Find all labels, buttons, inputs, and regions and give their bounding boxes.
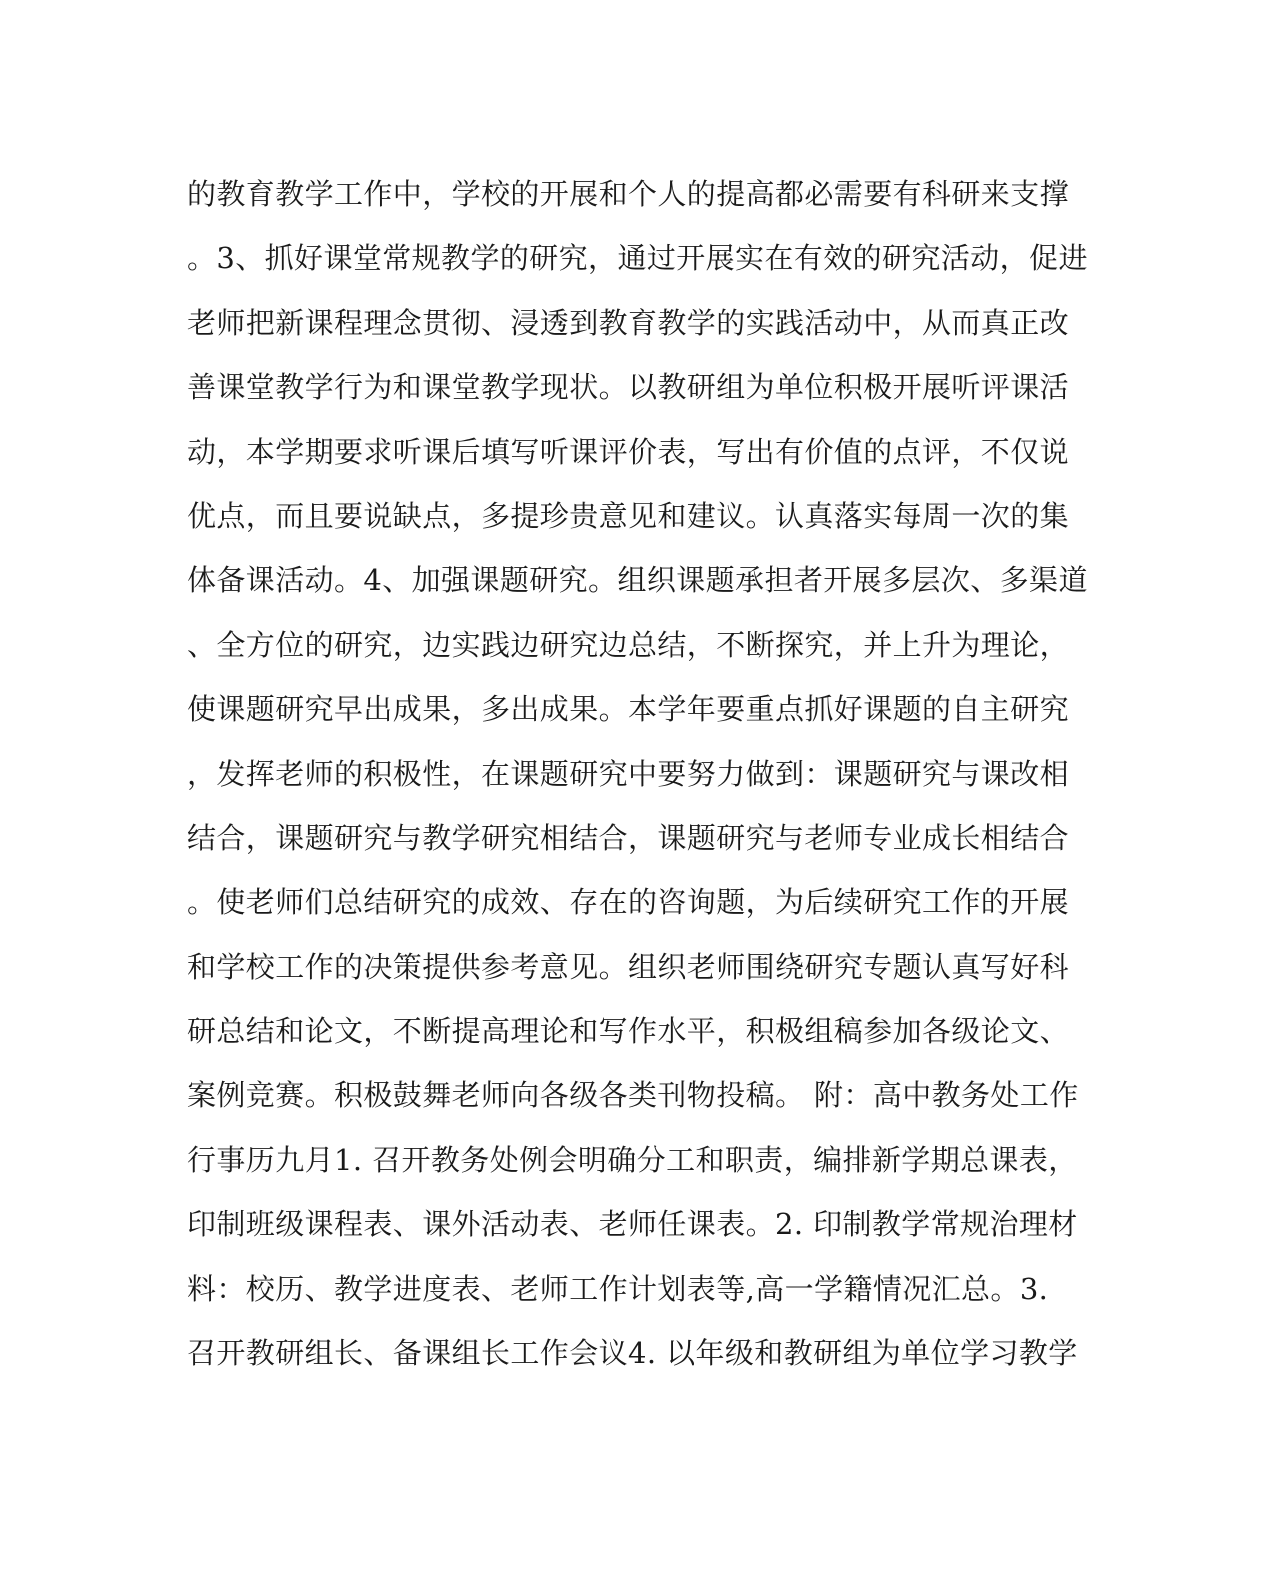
text-line: 使课题研究早出成果，多出成果。本学年要重点抓好课题的自主研究	[187, 692, 1070, 727]
text-line: 印制班级课程表、课外活动表、老师任课表。2. 印制教学常规治理材	[187, 1207, 1078, 1242]
text-line: 优点，而且要说缺点，多提珍贵意见和建议。认真落实每周一次的集	[187, 498, 1070, 533]
text-line: 行事历九月1. 召开教务处例会明确分工和职责，编排新学期总课表，	[187, 1142, 1078, 1177]
text-line: 善课堂教学行为和课堂教学现状。以教研组为单位积极开展听评课活	[187, 370, 1070, 405]
text-line: 研总结和论文，不断提高理论和写作水平，积极组稿参加各级论文、	[187, 1014, 1070, 1049]
text-line: 体备课活动。4、加强课题研究。组织课题承担者开展多层次、多渠道	[187, 563, 1088, 598]
text-line: ，发挥老师的积极性，在课题研究中要努力做到：课题研究与课改相	[187, 756, 1070, 791]
text-line: 结合，课题研究与教学研究相结合，课题研究与老师专业成长相结合	[187, 820, 1070, 855]
text-line: 召开教研组长、备课组长工作会议4. 以年级和教研组为单位学习教学	[187, 1336, 1078, 1371]
text-line: 、全方位的研究，边实践边研究边总结，不断探究，并上升为理论，	[187, 627, 1070, 662]
text-line: 和学校工作的决策提供参考意见。组织老师围绕研究专题认真写好科	[187, 949, 1070, 984]
text-line: 。3、抓好课堂常规教学的研究，通过开展实在有效的研究活动，促进	[187, 241, 1088, 276]
body-text	[187, 162, 1087, 1385]
text-line: 。使老师们总结研究的成效、存在的咨询题，为后续研究工作的开展	[187, 885, 1070, 920]
text-line: 动，本学期要求听课后填写听课评价表，写出有价值的点评，不仅说	[187, 434, 1070, 469]
text-line: 老师把新课程理念贯彻、浸透到教育教学的实践活动中，从而真正改	[187, 305, 1070, 340]
text-line: 案例竞赛。积极鼓舞老师向各级各类刊物投稿。 附：高中教务处工作	[187, 1078, 1079, 1113]
text-line: 料：校历、教学进度表、老师工作计划表等,高一学籍情况汇总。3.	[187, 1271, 1049, 1306]
text-line: 的教育教学工作中，学校的开展和个人的提高都必需要有科研来支撑	[187, 177, 1070, 211]
